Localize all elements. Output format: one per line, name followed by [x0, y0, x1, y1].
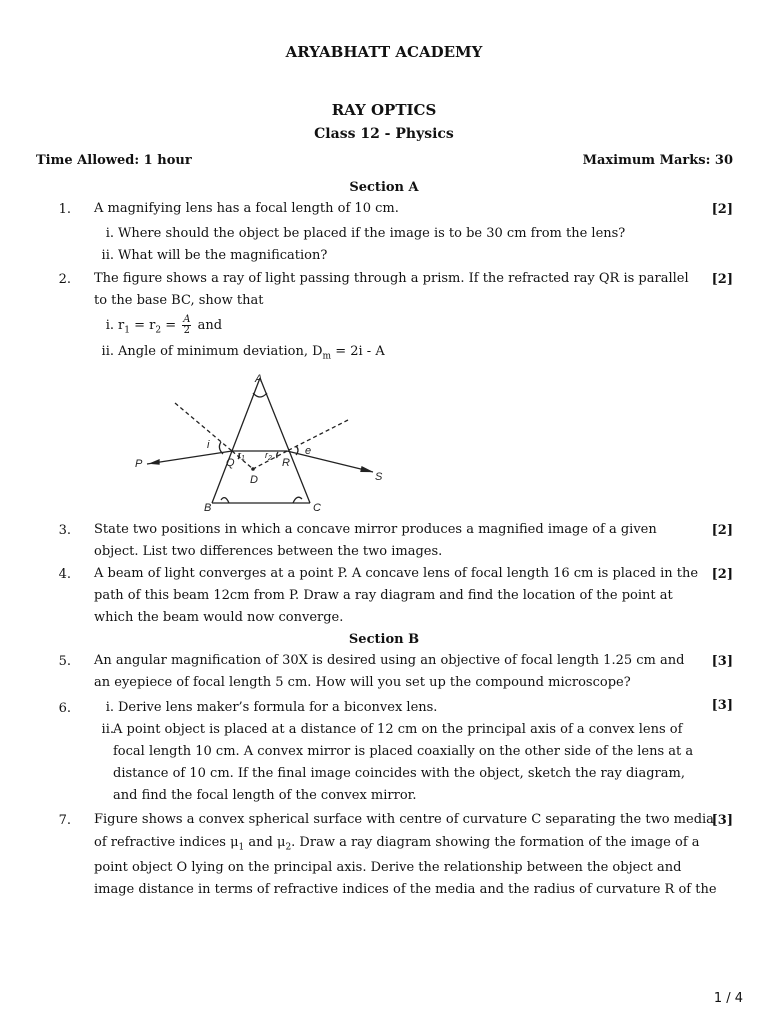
- page-number: 1 / 4: [713, 991, 743, 1006]
- marks-badge: [2]: [711, 523, 733, 538]
- question-text-line: point object O lying on the principal axis. Derive the relationship between the object and: [94, 860, 682, 875]
- marks-badge: [3]: [711, 813, 733, 828]
- marks-badge: [2]: [711, 567, 733, 582]
- sub-question: ii. Angle of minimum deviation, $D_m = 2i - A$: [101, 344, 385, 362]
- marks-badge: [2]: [711, 202, 733, 217]
- fraction-a-over-2: $\frac{A}{2}$: [183, 314, 191, 336]
- question-text: A beam of light converges at a point P. A concave lens of focal length 16 cm is placed in the path of this beam 12cm from P. Draw a ray diagram and find the location of the point at which the beam would now converge.: [94, 566, 699, 625]
- marks-badge: [3]: [711, 698, 733, 713]
- label-r1: $r_1$: [238, 450, 245, 462]
- label-p: P: [135, 458, 143, 470]
- incident-ray: [147, 451, 232, 464]
- question-text: State two positions in which a concave mirror produces a magnified image of a given object. List two differences between the two images.: [94, 522, 657, 559]
- label-q: Q: [226, 457, 235, 469]
- question-text-line: Figure shows a convex spherical surface with centre of curvature C separating the two media: [94, 812, 714, 827]
- label-s: S: [375, 471, 383, 483]
- marks-badge: [3]: [711, 654, 733, 669]
- question-text-line: image distance in terms of refractive indices of the media and the radius of curvature R of the: [94, 882, 717, 897]
- marks-badge: [2]: [711, 272, 733, 287]
- paper-subtitle: Class 12 - Physics: [314, 126, 454, 142]
- label-e: e: [305, 445, 312, 457]
- question-text-line: of refractive indices $\mu_1$ and $\mu_2$. Draw a ray diagram showing the formation of the image of a: [94, 835, 700, 853]
- label-r: R: [282, 457, 290, 469]
- arrow-icon: [151, 460, 159, 464]
- sub-question-text: A point object is placed at a distance of 12 cm on the principal axis of a convex lens of focal length 10 cm. A convex mirror is placed coaxially on the other side of the lens at a distance of 10 cm. If the final image coincides with the object, sketch the ray diagram, and find the focal length of the convex mirror.: [113, 722, 694, 803]
- question-number: 1.: [58, 202, 71, 217]
- question-number: 6.: [58, 701, 71, 716]
- question-text: An angular magnification of 30X is desired using an objective of focal length 1.25 cm and an eyepiece of focal length 5 cm. How will you set up the compound microscope?: [94, 653, 685, 690]
- sub-question: ii. What will be the magnification?: [101, 248, 328, 263]
- question-number: 2.: [58, 272, 71, 287]
- question-number: 5.: [58, 654, 71, 669]
- question-text: A magnifying lens has a focal length of 10 cm.: [94, 201, 399, 216]
- arrow-icon: [361, 467, 371, 472]
- label-i: i: [207, 439, 210, 451]
- section-b-heading: Section B: [348, 632, 420, 647]
- time-allowed: Time Allowed: 1 hour: [36, 153, 192, 168]
- normal-q: [175, 403, 232, 451]
- label-a: A: [255, 373, 263, 385]
- question-number: 3.: [58, 523, 71, 538]
- question-text: The figure shows a ray of light passing through a prism. If the refracted ray QR is parallel to the base BC, show that: [94, 271, 689, 308]
- sub-question: ii.: [101, 722, 114, 737]
- section-a-heading: Section A: [349, 180, 419, 195]
- maximum-marks: Maximum Marks: 30: [582, 153, 733, 168]
- sub-question: i. $r_1 = r_2$ = $\frac{A}{2}$ and: [105, 314, 223, 336]
- question-number: 7.: [58, 813, 71, 828]
- sub-question: i. Derive lens maker’s formula for a biconvex lens.: [105, 700, 438, 715]
- paper-title: RAY OPTICS: [331, 101, 437, 119]
- label-r2: $r_2$: [265, 450, 272, 462]
- emergent-ray: [287, 451, 373, 472]
- prism-side-ac: [260, 378, 310, 503]
- school-name: ARYABHATT ACADEMY: [285, 43, 483, 61]
- prism-figure: [125, 370, 395, 518]
- question-number: 4.: [58, 567, 71, 582]
- label-b: B: [204, 502, 212, 514]
- label-c: C: [313, 502, 321, 514]
- label-d: D: [250, 474, 258, 486]
- sub-question: i. Where should the object be placed if the image is to be 30 cm from the lens?: [105, 226, 626, 241]
